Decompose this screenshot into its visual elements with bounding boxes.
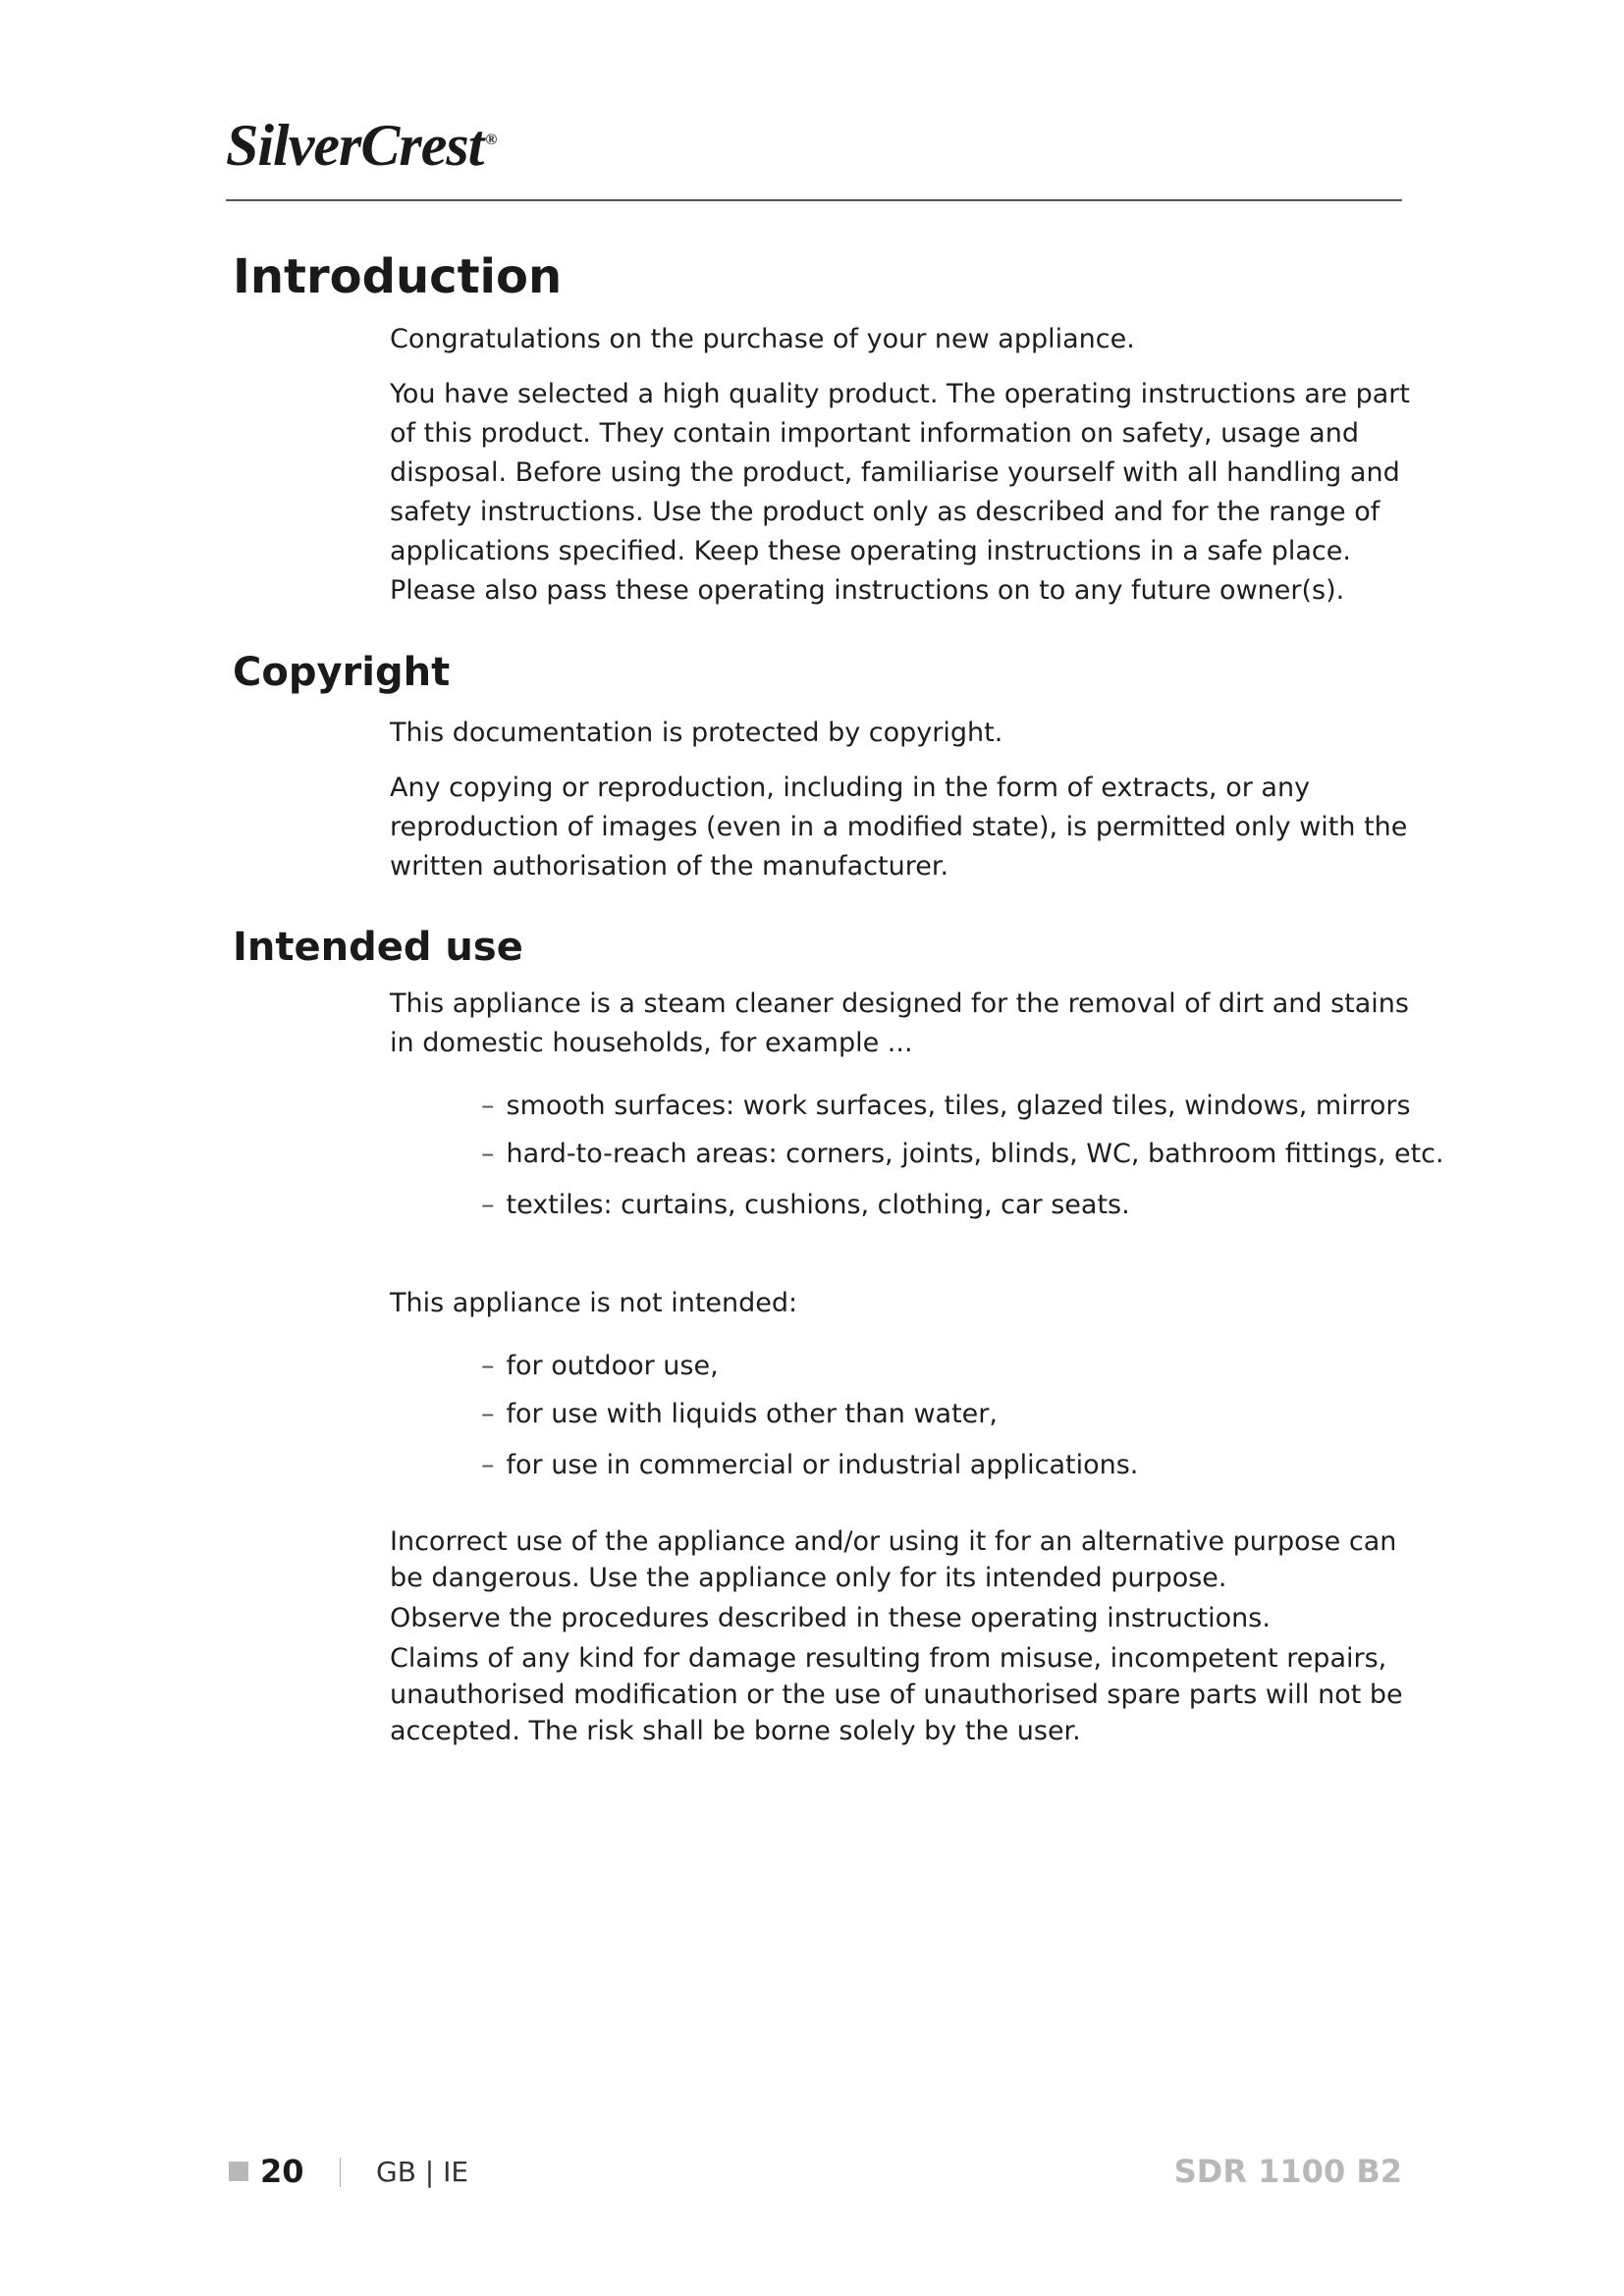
list-item-text: hard-to-reach areas: corners, joints, blinds, WC, bathroom fittings, etc. bbox=[506, 1139, 1444, 1169]
heading-copyright: Copyright bbox=[233, 650, 451, 695]
closing-paragraph-2: Observe the procedures described in these operating instructions. bbox=[390, 1603, 1271, 1633]
heading-introduction: Introduction bbox=[233, 249, 563, 304]
list-dash: – bbox=[481, 1190, 495, 1220]
list-item bbox=[481, 1347, 719, 1386]
closing-paragraph-3: Claims of any kind for damage resulting from misuse, incompetent repairs, unauthorised modification or the use of unauthorised spare parts will not be accepted. The risk shall be borne solely by the user. bbox=[390, 1643, 1403, 1746]
list-item bbox=[481, 1395, 998, 1434]
list-item bbox=[481, 1087, 1411, 1126]
closing-paragraph-1: Incorrect use of the appliance and/or using it for an alternative purpose can be dangerous. Use the appliance only for its intended purpose. bbox=[390, 1526, 1397, 1593]
footer-languages: GB | IE bbox=[376, 2156, 469, 2188]
footer-divider bbox=[340, 2158, 341, 2187]
list-dash: – bbox=[481, 1351, 495, 1381]
not-intended-intro: This appliance is not intended: bbox=[390, 1288, 798, 1318]
page-number: 20 bbox=[260, 2153, 304, 2190]
brand-name: SilverCrest bbox=[226, 113, 484, 178]
footer-model-number: SDR 1100 B2 bbox=[1173, 2153, 1402, 2190]
list-dash: – bbox=[481, 1399, 495, 1429]
list-item bbox=[481, 1186, 1130, 1225]
list-item-text: for use in commercial or industrial applications. bbox=[506, 1450, 1139, 1480]
intended-use-intro: This appliance is a steam cleaner designed for the removal of dirt and stains in domestic households, for example ... bbox=[390, 988, 1409, 1058]
list-item-text: for outdoor use, bbox=[506, 1351, 719, 1381]
copyright-paragraph-1: This documentation is protected by copyright. bbox=[390, 718, 1003, 748]
registered-mark: ® bbox=[485, 132, 497, 148]
copyright-paragraph-2: Any copying or reproduction, including in the form of extracts, or any reproduction of images (even in a modified state), is permitted only with the written authorisation of the manufacturer. bbox=[390, 773, 1408, 881]
header-rule bbox=[226, 199, 1402, 201]
list-item bbox=[481, 1446, 1138, 1485]
intro-paragraph-1: Congratulations on the purchase of your new appliance. bbox=[390, 324, 1135, 354]
heading-intended-use: Intended use bbox=[233, 925, 523, 970]
footer-square-marker bbox=[229, 2162, 248, 2181]
list-dash: – bbox=[481, 1450, 495, 1480]
brand-logo bbox=[226, 113, 497, 178]
list-item bbox=[481, 1135, 1444, 1174]
intro-paragraph-2: You have selected a high quality product. The operating instructions are part of this product. They contain important information on safety, usage and disposal. Before using the product, familiarise yourself with all handling and safety instructions. Use the product only as described and for the range of applications specified. Keep these operating instructions in a safe place. Please also pass these operating instructions on to any future owner(s). bbox=[390, 379, 1410, 606]
list-dash: – bbox=[481, 1091, 495, 1121]
list-item-text: textiles: curtains, cushions, clothing, car seats. bbox=[506, 1190, 1130, 1220]
list-item-text: smooth surfaces: work surfaces, tiles, glazed tiles, windows, mirrors bbox=[506, 1091, 1411, 1121]
list-item-text: for use with liquids other than water, bbox=[506, 1399, 998, 1429]
list-dash: – bbox=[481, 1139, 495, 1169]
